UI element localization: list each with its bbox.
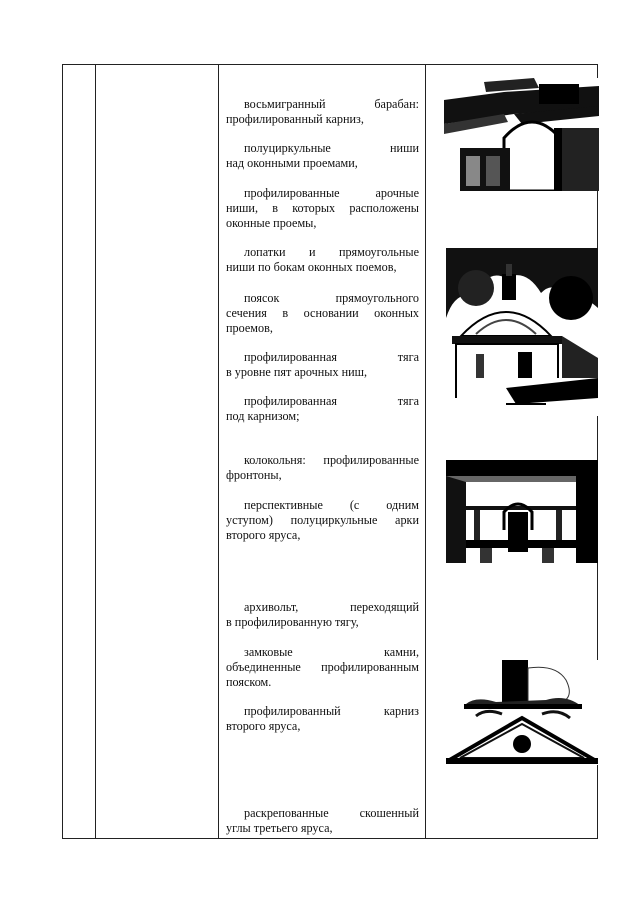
text-line: профилированный карниз (244, 704, 419, 718)
description-paragraph (226, 350, 419, 380)
text-line: восьмигранный барабан: (244, 97, 419, 111)
text-line: архивольт, переходящий (244, 600, 419, 614)
text-line: оконные проемы, (226, 216, 317, 231)
text-line: пояском. (226, 675, 272, 690)
column-divider-1 (95, 64, 96, 839)
description-paragraph (226, 600, 419, 630)
description-paragraph (226, 453, 419, 483)
photo-octagonal-drum (446, 248, 598, 416)
text-line: перспективные (с одним (244, 498, 419, 512)
text-line: профилированные арочные (244, 186, 419, 200)
description-paragraph (226, 245, 419, 275)
description-paragraph (226, 806, 419, 836)
description-paragraph (226, 498, 419, 544)
text-line: замковые камни, (244, 645, 419, 659)
text-line: в профилированную тягу, (226, 615, 359, 630)
text-line: колокольня: профилированные (244, 453, 419, 467)
description-paragraph (226, 186, 419, 232)
text-line: проемов, (226, 321, 273, 336)
text-line: полуциркульные ниши (244, 141, 419, 155)
photo-pediment-keystone (446, 660, 598, 765)
text-line: над оконными проемами, (226, 156, 358, 171)
text-line: профилированная тяга (244, 394, 419, 408)
description-paragraph (226, 141, 419, 171)
text-line: углы третьего яруса, (226, 821, 333, 836)
text-line: профилированная тяга (244, 350, 419, 364)
text-line: фронтоны, (226, 468, 282, 483)
text-line: лопатки и прямоугольные (244, 245, 419, 259)
photo-belfry-arches (446, 460, 598, 563)
text-line: ниши, в которых расположены (226, 201, 419, 216)
text-line: в уровне пят арочных ниш, (226, 365, 368, 380)
photo-drum-cornice (444, 78, 599, 191)
text-line: ниши по бокам оконных поемов, (226, 260, 397, 275)
description-paragraph (226, 97, 419, 127)
description-paragraph (226, 394, 419, 424)
description-paragraph (226, 645, 419, 691)
text-line: второго яруса, (226, 719, 301, 734)
text-line: уступом) полуциркульные арки (226, 513, 419, 528)
column-divider-2 (218, 64, 219, 839)
text-line: раскрепованные скошенный (244, 806, 419, 820)
text-line: поясок прямоугольного (244, 291, 419, 305)
description-paragraph (226, 291, 419, 337)
text-line: второго яруса, (226, 528, 301, 543)
description-paragraph (226, 704, 419, 734)
text-line: профилированный карниз, (226, 112, 364, 127)
column-divider-3 (425, 64, 426, 839)
text-line: объединенные профилированным (226, 660, 419, 675)
text-line: под карнизом; (226, 409, 300, 424)
text-line: сечения в основании оконных (226, 306, 419, 321)
